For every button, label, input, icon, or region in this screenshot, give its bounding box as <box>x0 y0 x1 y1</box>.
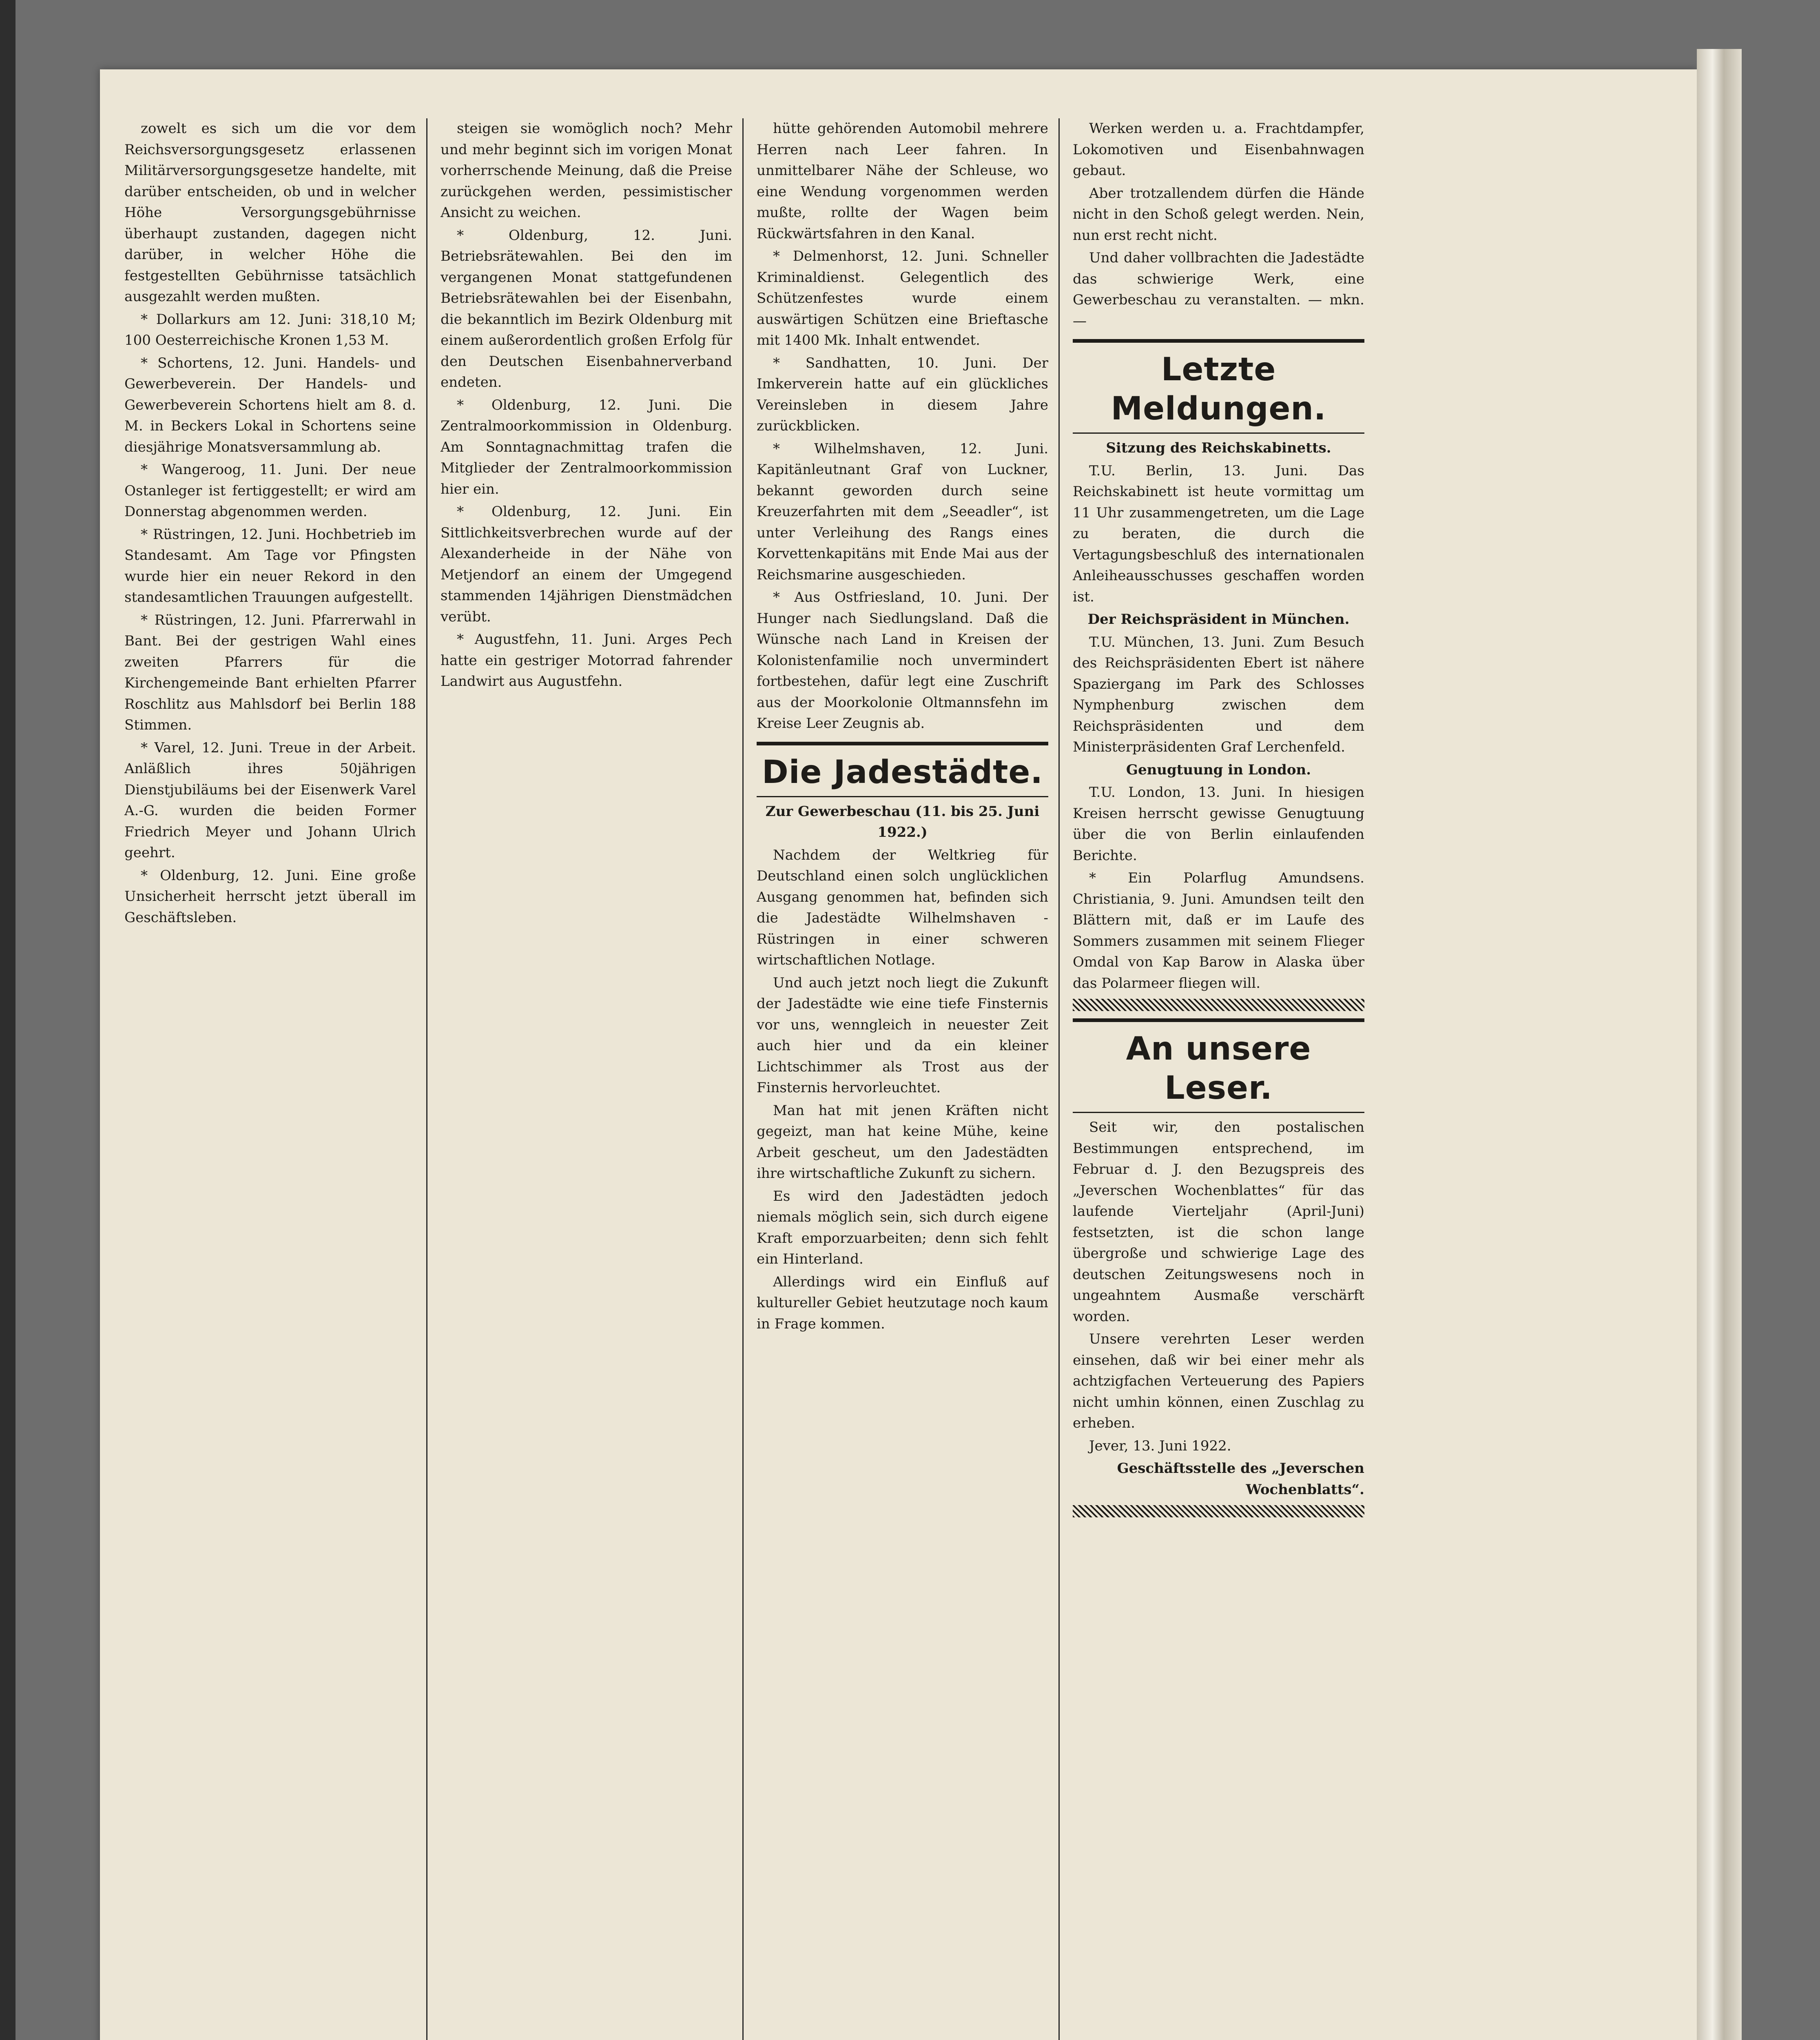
paragraph: Unsere verehrten Leser werden einsehen, daß wir bei einer mehr als achtzigfachen Verteuerung des Papiers nicht umhin können, einen Zuschlag zu erheben. <box>1073 1331 1364 1431</box>
paragraph: Es wird den Jadestädten jedoch niemals möglich sein, sich durch eigene Kraft emporzuarbeiten; denn sich fehlt ein Hinterland. <box>757 1188 1048 1267</box>
paragraph: Und auch jetzt noch liegt die Zukunft der Jadestädte wie eine tiefe Finsternis vor uns, wenngleich in neuester Zeit auch hier und da ein kleiner Lichtschimmer als Trost aus der Finsternis hervorleuchtet. <box>757 974 1048 1096</box>
paragraph: Aber trotzallendem dürfen die Hände nicht in den Schoß gelegt werden. Nein, nun erst recht nicht. <box>1073 185 1364 244</box>
column-3 <box>757 118 1048 1336</box>
column-4 <box>1073 118 1364 1522</box>
paragraph: steigen sie womöglich noch? Mehr und mehr beginnt sich im vorigen Monat vorherrschende Meinung, daß die Preise zurückgehen werden, pessimistischer Ansicht zu weichen. <box>441 120 732 221</box>
paragraph: Nachdem der Weltkrieg für Deutschland einen solch unglücklichen Ausgang genommen hat, befinden sich die Jadestädte Wilhelmshaven - Rüstringen in einer schweren wirtschaftlichen Notlage. <box>757 847 1048 968</box>
paragraph: * Augustfehn, 11. Juni. Arges Pech hatte ein gestriger Motorrad fahrender Landwirt aus Augustfehn. <box>441 631 732 690</box>
news-item: * Ein Polarflug Amundsens. Christiania, 9. Juni. Amundsen teilt den Blättern mit, daß er im Laufe des Sommers zusammen mit seinem Flieger Omdal von Kap Barow in Alaska über das Polarmeer fliegen will. <box>1073 870 1364 991</box>
news-item: T.U. Berlin, 13. Juni. Das Reichskabinett ist heute vormittag um 11 Uhr zusammengetreten, um die Lage zu beraten, die durch die Vertagungsbeschluß des internationalen Anleiheausschusses geschaffen worden ist. <box>1073 462 1364 605</box>
section-subtitle: Zur Gewerbeschau (11. bis 25. Juni 1922.) <box>765 803 1040 840</box>
section-title: Die Jadestädte. <box>762 754 1043 791</box>
paragraph: Werken werden u. a. Frachtdampfer, Lokomotiven und Eisenbahnwagen gebaut. <box>1073 120 1364 179</box>
paragraph: * Delmenhorst, 12. Juni. Schneller Kriminaldienst. Gelegentlich des Schützenfestes wurde einem auswärtigen Schützen eine Brieftasche mit 1400 Mk. Inhalt entwendet. <box>757 248 1048 348</box>
news-item-heading: Der Reichspräsident in München. <box>1087 611 1350 628</box>
paragraph: * Wangeroog, 11. Juni. Der neue Ostanleger ist fertiggestellt; er wird am Donnerstag abgenommen werden. <box>124 461 416 520</box>
paragraph: zowelt es sich um die vor dem Reichsversorgungsgesetz erlassenen Militärversorgungsgesetze handelte, mit darüber entscheiden, ob und in welcher Höhe Versorgungsgebührnisse überhaupt zustanden, dagegen nicht darüber, in welcher Höhe die festgestellten Gebührnisse tatsächlich ausgezahlt werden mußten. <box>124 120 416 305</box>
column-rule <box>1058 118 1060 2040</box>
paragraph: * Rüstringen, 12. Juni. Pfarrerwahl in Bant. Bei der gestrigen Wahl eines zweiten Pfarrers für die Kirchengemeinde Bant erhielten Pfarrer Roschlitz aus Mahlsdorf bei Berlin 188 Stimmen. <box>124 612 416 733</box>
paragraph: * Oldenburg, 12. Juni. Die Zentralmoorkommission in Oldenburg. Am Sonntagnachmittag trafen die Mitglieder der Zentralmoorkommission hier ein. <box>441 397 732 497</box>
column-2 <box>441 118 732 694</box>
news-subtitle: Sitzung des Reichskabinetts. <box>1106 440 1331 456</box>
column-1 <box>124 118 416 930</box>
news-item: T.U. München, 13. Juni. Zum Besuch des Reichspräsidenten Ebert ist nähere Spaziergang im Park des Schlosses Nymphenburg zwischen dem Reichspräsidenten und dem Ministerpräsidenten Graf Lerchenfeld. <box>1073 634 1364 755</box>
news-item-heading: Genugtuung in London. <box>1126 761 1311 778</box>
notice-header <box>1073 1018 1364 1113</box>
page-edge-stack <box>1697 49 1742 2040</box>
paragraph: * Sandhatten, 10. Juni. Der Imkerverein hatte auf ein glückliches Vereinsleben in diesem Jahre zurückblicken. <box>757 355 1048 434</box>
paragraph: Allerdings wird ein Einfluß auf kultureller Gebiet heutzutage noch kaum in Frage kommen. <box>757 1273 1048 1332</box>
paragraph: * Wilhelmshaven, 12. Juni. Kapitänleutnant Graf von Luckner, bekannt geworden durch seine Kreuzerfahrten mit dem „Seeadler“, ist unter Verleihung des Rangs eines Korvettenkapitäns mit Ende Mai aus der Reichsmarine ausgeschieden. <box>757 440 1048 583</box>
news-header <box>1073 339 1364 434</box>
paragraph: hütte gehörenden Automobil mehrere Herren nach Leer fahren. In unmittelbarer Nähe der Schleuse, wo eine Wendung vorgenommen werden mußte, rollte der Wagen beim Rückwärtsfahren in den Kanal. <box>757 120 1048 242</box>
paragraph: Seit wir, den postalischen Bestimmungen entsprechend, im Februar d. J. den Bezugspreis des „Jeverschen Wochenblattes“ für das laufende Vierteljahr (April-Juni) festsetzten, ist die schon lange übergroße und schwierige Lage des deutschen Zeitungswesens noch in ungeahntem Ausmaße verschärft worden. <box>1073 1119 1364 1325</box>
news-item: T.U. London, 13. Juni. In hiesigen Kreisen herrscht gewisse Genugtuung über die von Berlin einlaufenden Berichte. <box>1073 784 1364 864</box>
paragraph: * Oldenburg, 12. Juni. Betriebsrätewahlen. Bei den im vergangenen Monat stattgefundenen Betriebsrätewahlen bei der Eisenbahn, die bekanntlich im Bezirk Oldenburg mit einem außerordentlich großen Erfolg für den Deutschen Eisenbahnerverband endeten. <box>441 227 732 390</box>
book-binding <box>0 0 15 2040</box>
paragraph: * Aus Ostfriesland, 10. Juni. Der Hunger nach Siedlungsland. Daß die Wünsche nach Land in Kreisen der Kolonistenfamilie noch unvermindert fortbestehen, dafür legt eine Zuschrift aus der Moorkolonie Oltmannsfehn im Kreise Leer Zeugnis ab. <box>757 589 1048 732</box>
decorative-divider <box>1073 999 1364 1011</box>
paragraph: * Schortens, 12. Juni. Handels- und Gewerbeverein. Der Handels- und Gewerbeverein Schortens hielt am 8. d. M. in Beckers Lokal in Schortens seine diesjährige Monatsversammlung ab. <box>124 355 416 455</box>
paragraph: Man hat mit jenen Kräften nicht gegeizt, man hat keine Mühe, keine Arbeit gescheut, um den Jadestädten ihre wirtschaftliche Zukunft zu sichern. <box>757 1102 1048 1182</box>
paragraph: * Varel, 12. Juni. Treue in der Arbeit. Anläßlich ihres 50jährigen Dienstjubiläums bei der Eisenwerk Varel A.-G. wurden die beiden Former Friedrich Meyer und Johann Ulrich geehrt. <box>124 739 416 861</box>
paragraph: * Rüstringen, 12. Juni. Hochbetrieb im Standesamt. Am Tage vor Pfingsten wurde hier ein neuer Rekord in den standesamtlichen Trauungen aufgestellt. <box>124 526 416 605</box>
paragraph: * Oldenburg, 12. Juni. Eine große Unsicherheit herrscht jetzt überall im Geschäftsleben. <box>124 867 416 926</box>
paragraph: Und daher vollbrachten die Jadestädte das schwierige Werk, eine Gewerbeschau zu veranstalten. — mkn. — <box>1073 250 1364 329</box>
column-rule <box>426 118 427 2040</box>
section-header <box>757 742 1048 797</box>
column-rule <box>742 118 744 2040</box>
news-title: Letzte Meldungen. <box>1111 351 1326 427</box>
paragraph: * Dollarkurs am 12. Juni: 318,10 M; 100 Oesterreichische Kronen 1,53 M. <box>124 311 416 348</box>
newspaper-page <box>100 69 1697 2040</box>
signature: Geschäftsstelle des „Jeverschen Wochenblatts“. <box>1117 1460 1364 1498</box>
paragraph: * Oldenburg, 12. Juni. Ein Sittlichkeitsverbrechen wurde auf der Alexanderheide in der Nähe von Metjendorf an einem der Umgegend stammenden 14jährigen Dienstmädchen verübt. <box>441 503 732 625</box>
decorative-divider <box>1073 1505 1364 1517</box>
date-line: Jever, 13. Juni 1922. <box>1089 1437 1231 1454</box>
notice-title: An unsere Leser. <box>1126 1031 1311 1106</box>
